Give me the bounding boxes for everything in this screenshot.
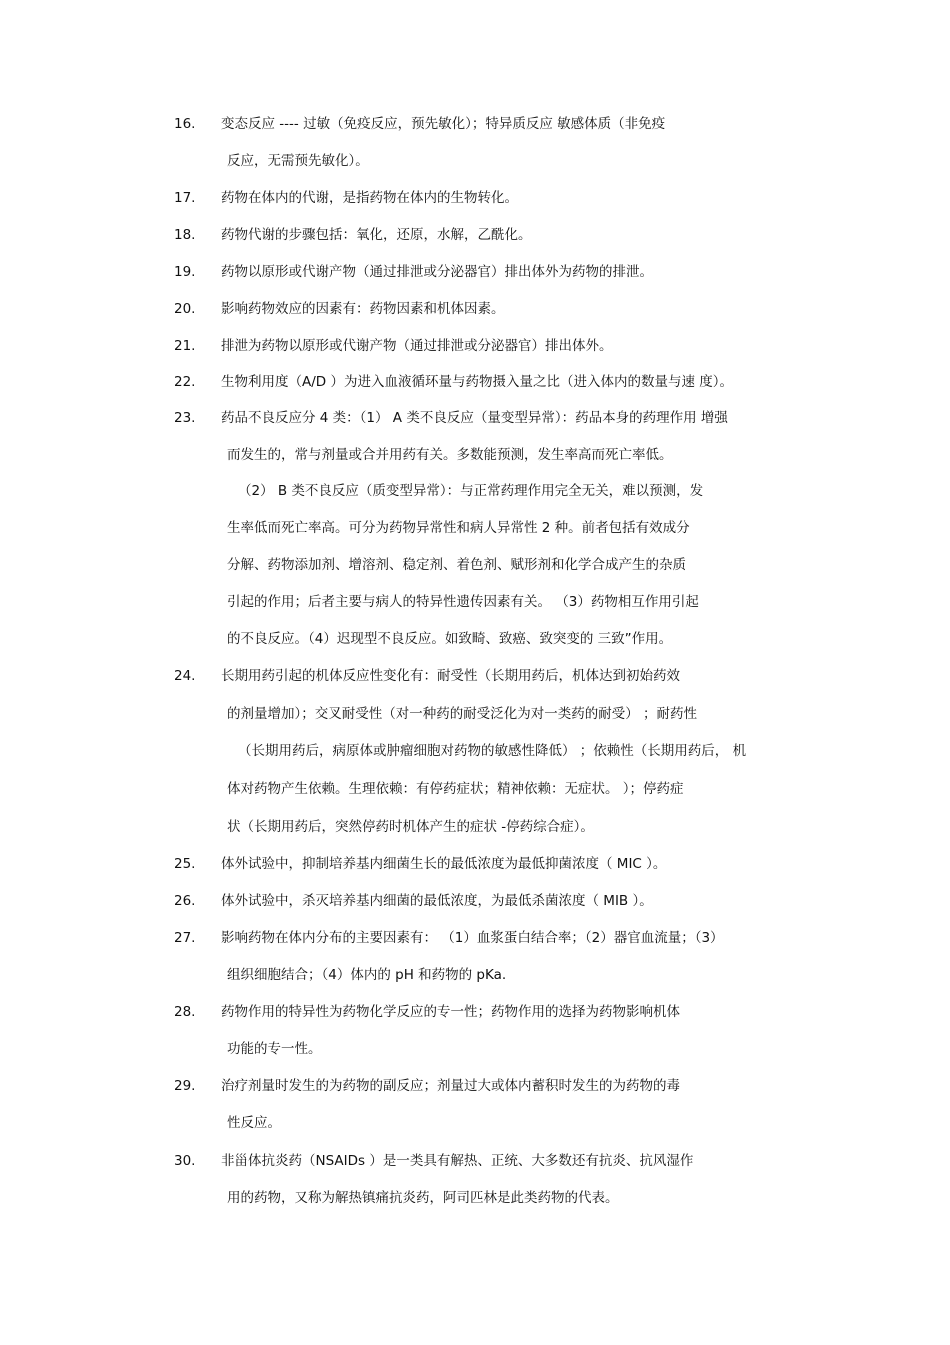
item-number: 28. xyxy=(174,1004,196,1020)
item-text-line: 治疗剂量时发生的为药物的副反应；剂量过大或体内蓄积时发生的为药物的毒 xyxy=(221,1078,680,1094)
item-text-line: 排泄为药物以原形或代谢产物（通过排泄或分泌器官）排出体外。 xyxy=(221,338,613,354)
item-number: 18. xyxy=(174,227,196,243)
item-text-line: 药物在体内的代谢，是指药物在体内的生物转化。 xyxy=(221,190,518,206)
item-text-line: 功能的专一性。 xyxy=(227,1041,322,1057)
item-text-line: 药物代谢的步骤包括：氧化，还原，水解，乙酰化。 xyxy=(221,227,532,243)
item-text-line: 药物以原形或代谢产物（通过排泄或分泌器官）排出体外为药物的排泄。 xyxy=(221,264,653,280)
item-text-line: 性反应。 xyxy=(227,1115,281,1131)
item-number: 22. xyxy=(174,374,196,390)
item-text-line: 组织细胞结合；（4）体内的 pH 和药物的 pKa. xyxy=(227,967,507,983)
item-number: 29. xyxy=(174,1078,196,1094)
item-text-line: 非甾体抗炎药（NSAIDs ）是一类具有解热、正统、大多数还有抗炎、抗风湿作 xyxy=(221,1153,694,1169)
item-text-line: 变态反应 ---- 过敏（免疫反应，预先敏化）；特异质反应 敏感体质（非免疫 xyxy=(221,116,666,132)
item-number: 23. xyxy=(174,410,196,426)
item-text-line: 引起的作用；后者主要与病人的特异性遗传因素有关。 （3）药物相互作用引起 xyxy=(227,594,699,610)
item-text-line: （2） B 类不良反应（质变型异常）：与正常药理作用完全无关，难以预测，发 xyxy=(238,483,704,499)
item-text-line: 影响药物在体内分布的主要因素有： （1）血浆蛋白结合率；（2）器官血流量；（3） xyxy=(221,930,724,946)
item-text-line: 生率低而死亡率高。可分为药物异常性和病人异常性 2 种。前者包括有效成分 xyxy=(227,520,690,536)
item-text-line: 的不良反应。（4）迟现型不良反应。如致畸、致癌、致突变的 三致”作用。 xyxy=(227,631,673,647)
item-number: 20. xyxy=(174,301,196,317)
item-text-line: 反应，无需预先敏化）。 xyxy=(227,153,369,169)
item-text-line: 药物作用的特异性为药物化学反应的专一性；药物作用的选择为药物影响机体 xyxy=(221,1004,680,1020)
item-number: 30. xyxy=(174,1153,196,1169)
item-text-line: 状（长期用药后，突然停药时机体产生的症状 -停药综合症）。 xyxy=(227,819,594,835)
item-text-line: 药品不良反应分 4 类：（1） A 类不良反应（量变型异常）：药品本身的药理作用 增强 xyxy=(221,410,728,426)
item-text-line: 而发生的，常与剂量或合并用药有关。多数能预测，发生率高而死亡率低。 xyxy=(227,447,673,463)
item-text-line: （长期用药后，病原体或肿瘤细胞对药物的敏感性降低） ；依赖性（长期用药后， 机 xyxy=(238,743,747,759)
item-number: 25. xyxy=(174,856,196,872)
item-text-line: 影响药物效应的因素有：药物因素和机体因素。 xyxy=(221,301,505,317)
item-number: 16. xyxy=(174,116,196,132)
item-text-line: 生物利用度（A/D ）为进入血液循环量与药物摄入量之比（进入体内的数量与速 度）。 xyxy=(221,374,734,390)
item-number: 21. xyxy=(174,338,196,354)
item-text-line: 体对药物产生依赖。生理依赖：有停药症状；精神依赖：无症状。 ）；停药症 xyxy=(227,781,684,797)
item-text-line: 体外试验中，抑制培养基内细菌生长的最低浓度为最低抑菌浓度（ MIC ）。 xyxy=(221,856,667,872)
item-number: 19. xyxy=(174,264,196,280)
item-text-line: 用的药物，又称为解热镇痛抗炎药，阿司匹林是此类药物的代表。 xyxy=(227,1190,619,1206)
item-text-line: 的剂量增加）；交叉耐受性（对一种药的耐受泛化为对一类药的耐受） ；耐药性 xyxy=(227,706,698,722)
item-text-line: 分解、药物添加剂、增溶剂、稳定剂、着色剂、赋形剂和化学合成产生的杂质 xyxy=(227,557,686,573)
item-number: 27. xyxy=(174,930,196,946)
item-text-line: 长期用药引起的机体反应性变化有：耐受性（长期用药后，机体达到初始药效 xyxy=(221,668,680,684)
item-text-line: 体外试验中，杀灭培养基内细菌的最低浓度，为最低杀菌浓度（ MIB ）。 xyxy=(221,893,653,909)
item-number: 17. xyxy=(174,190,196,206)
item-number: 24. xyxy=(174,668,196,684)
item-number: 26. xyxy=(174,893,196,909)
